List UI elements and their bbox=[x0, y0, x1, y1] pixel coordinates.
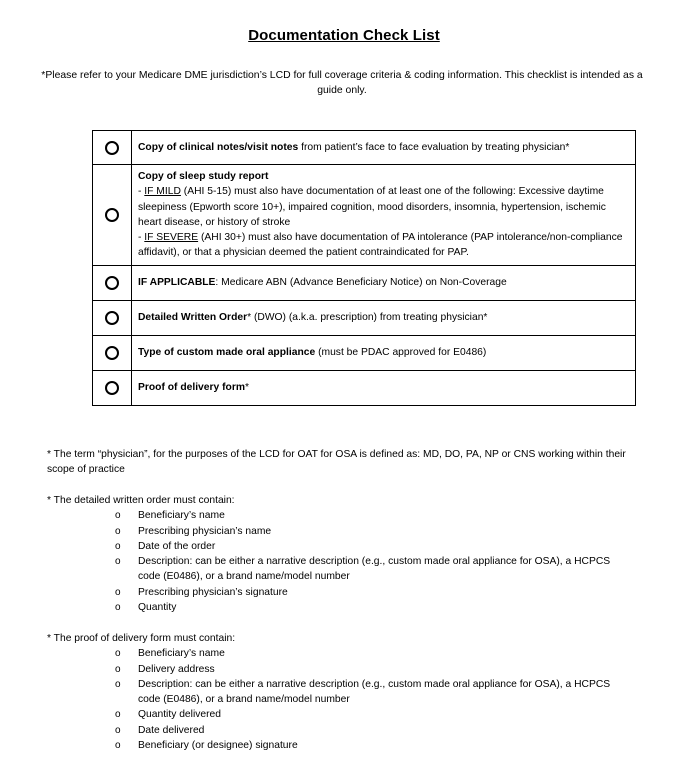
list-item-text: Quantity bbox=[138, 602, 177, 614]
list-item-text: Description: can be either a narrative description (e.g., custom made oral appliance for OSA), a HCPCS code (E0486), or a brand name/model number bbox=[138, 678, 611, 706]
checkbox-circle-icon[interactable] bbox=[105, 141, 119, 155]
severe-text: (AHI 30+) must also have documentation of PA intolerance (PAP intolerance/non-compliance affidavit), or that a physician deemed the patient contraindicated for PAP. bbox=[138, 232, 623, 259]
checkbox-circle-icon[interactable] bbox=[105, 276, 119, 290]
item-detail: from patient’s face to face evaluation by treating physician* bbox=[298, 141, 570, 153]
item-bold-label: Proof of delivery form bbox=[138, 382, 245, 394]
checklist-item-text bbox=[132, 300, 636, 335]
item-detail: : Medicare ABN (Advance Beneficiary Notice) on Non-Coverage bbox=[215, 277, 507, 289]
pod-section bbox=[47, 631, 647, 753]
list-item-text: Beneficiary’s name bbox=[138, 510, 225, 522]
list-item-text: Date delivered bbox=[138, 724, 205, 736]
checkbox-circle-icon[interactable] bbox=[105, 381, 119, 395]
bullet-icon: o bbox=[115, 648, 121, 660]
dash: - bbox=[138, 232, 145, 244]
checklist-row bbox=[93, 370, 636, 405]
checklist-row bbox=[93, 131, 636, 165]
bullet-icon: o bbox=[115, 663, 121, 675]
item-detail: * (DWO) (a.k.a. prescription) from treating physician* bbox=[247, 312, 488, 324]
list-item bbox=[47, 524, 634, 539]
mild-label: IF MILD bbox=[144, 186, 181, 198]
item-detail: * bbox=[245, 382, 250, 394]
checkbox-cell[interactable] bbox=[93, 131, 132, 165]
checklist-row bbox=[93, 265, 636, 300]
dwo-heading: * The detailed written order must contain: bbox=[47, 495, 235, 506]
documentation-checklist-table bbox=[92, 130, 636, 406]
list-item-text: Date of the order bbox=[138, 540, 216, 552]
severe-label: IF SEVERE bbox=[144, 232, 199, 244]
dwo-list bbox=[47, 508, 647, 615]
checklist-item-text bbox=[132, 131, 636, 165]
list-item bbox=[47, 662, 634, 677]
bullet-icon: o bbox=[115, 510, 121, 522]
bullet-icon: o bbox=[115, 724, 121, 736]
list-item bbox=[47, 646, 634, 661]
checkbox-cell[interactable] bbox=[93, 265, 132, 300]
checkbox-cell[interactable] bbox=[93, 300, 132, 335]
checklist-item-text bbox=[132, 335, 636, 370]
list-item-text: Quantity delivered bbox=[138, 709, 221, 721]
bullet-icon: o bbox=[115, 556, 121, 568]
bullet-icon: o bbox=[115, 525, 121, 537]
list-item bbox=[47, 554, 634, 585]
checklist-item-text bbox=[132, 165, 636, 266]
item-detail: (must be PDAC approved for E0486) bbox=[315, 347, 487, 359]
document-title: Documentation Check List bbox=[248, 27, 440, 44]
list-item bbox=[47, 723, 634, 738]
severe-criteria bbox=[138, 230, 629, 261]
bullet-icon: o bbox=[115, 740, 121, 752]
list-item-text: Beneficiary (or designee) signature bbox=[138, 740, 298, 752]
checklist-item-text bbox=[132, 370, 636, 405]
checkbox-cell[interactable] bbox=[93, 335, 132, 370]
checkbox-cell[interactable] bbox=[93, 370, 132, 405]
checkbox-circle-icon[interactable] bbox=[105, 208, 119, 222]
item-bold-label: IF APPLICABLE bbox=[138, 277, 216, 289]
pod-list bbox=[47, 646, 647, 753]
checklist-row bbox=[93, 300, 636, 335]
dash: - bbox=[138, 186, 145, 198]
list-item-text: Prescribing physician’s signature bbox=[138, 586, 288, 598]
list-item bbox=[47, 585, 634, 600]
physician-definition-note: * The term “physician”, for the purposes of the LCD for OAT for OSA is defined as: MD, DO, PA, NP or CNS working within their scope of practice bbox=[47, 449, 626, 476]
list-item-text: Delivery address bbox=[138, 663, 215, 675]
checklist-item-text bbox=[132, 265, 636, 300]
pod-heading: * The proof of delivery form must contain: bbox=[47, 633, 236, 644]
list-item bbox=[47, 508, 634, 523]
mild-criteria bbox=[138, 184, 629, 230]
intro-disclaimer: *Please refer to your Medicare DME jurisdiction’s LCD for full coverage criteria & coding information. This checklist is intended as a guide only. bbox=[41, 70, 643, 96]
bullet-icon: o bbox=[115, 678, 121, 690]
mild-text: (AHI 5-15) must also have documentation of at least one of the following: Excessive daytime sleepiness (Epworth score 10+), impaired cognition, mood disorders, insomnia, hypertension, ischemic heart disease, or history of stroke bbox=[138, 186, 606, 228]
item-bold-label: Type of custom made oral appliance bbox=[138, 347, 316, 359]
item-bold-label: Copy of sleep study report bbox=[138, 171, 269, 182]
list-item bbox=[47, 677, 634, 708]
checkbox-cell[interactable] bbox=[93, 165, 132, 266]
bullet-icon: o bbox=[115, 586, 121, 598]
checkbox-circle-icon[interactable] bbox=[105, 311, 119, 325]
checklist-row bbox=[93, 165, 636, 266]
item-bold-label: Copy of clinical notes/visit notes bbox=[138, 141, 299, 153]
list-item bbox=[47, 539, 634, 554]
list-item-text: Prescribing physician’s name bbox=[138, 525, 272, 537]
checkbox-circle-icon[interactable] bbox=[105, 346, 119, 360]
list-item-text: Description: can be either a narrative description (e.g., custom made oral appliance for OSA), a HCPCS code (E0486), or a brand name/model number bbox=[138, 556, 611, 583]
checklist-row bbox=[93, 335, 636, 370]
bullet-icon: o bbox=[115, 709, 121, 721]
item-bold-label: Detailed Written Order bbox=[138, 312, 248, 324]
bullet-icon: o bbox=[115, 602, 121, 614]
list-item-text: Beneficiary’s name bbox=[138, 648, 225, 660]
list-item bbox=[47, 738, 634, 753]
list-item bbox=[47, 600, 634, 615]
dwo-section bbox=[47, 493, 647, 615]
bullet-icon: o bbox=[115, 540, 121, 552]
list-item bbox=[47, 707, 634, 722]
